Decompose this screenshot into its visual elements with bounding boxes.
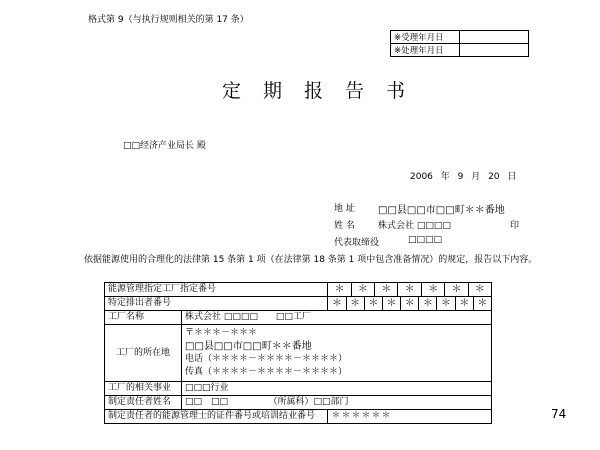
designation-digit: ＊	[351, 283, 374, 296]
emitter-digit: ＊	[437, 297, 455, 310]
designation-digit: ＊	[468, 283, 491, 296]
certificate-number-label: 制定责任者的能源管理士的证件番号或培训结业番号	[105, 410, 328, 424]
location-phone: 电话（＊＊＊＊－＊＊＊＊－＊＊＊＊）	[185, 354, 348, 364]
document-date: 2006 年 9 月 20 日	[410, 172, 517, 182]
processed-date-row	[391, 44, 529, 57]
representative-label: 代表取缔役	[334, 238, 380, 248]
designation-number-cells	[328, 283, 492, 297]
designation-digit: ＊	[375, 283, 398, 296]
designation-number-grid	[328, 283, 491, 296]
emitter-number-row	[105, 297, 492, 311]
factory-location-value	[182, 325, 492, 382]
emitter-digit: ＊	[473, 297, 491, 310]
factory-business-label: 工厂的相关事业	[105, 382, 182, 396]
responsible-person-label: 制定责任者姓名	[105, 396, 182, 410]
emitter-digit: ＊	[328, 297, 346, 310]
emitter-number-label: 特定排出者番号	[105, 297, 328, 311]
factory-location-row	[105, 325, 492, 382]
signer-name-label: 姓 名	[334, 221, 355, 231]
emitter-number-cells	[328, 297, 492, 311]
designation-digit: ＊	[445, 283, 468, 296]
emitter-digit: ＊	[419, 297, 437, 310]
certificate-number-row	[105, 410, 492, 424]
accepted-date-value	[460, 31, 529, 44]
certificate-number-value: ＊＊＊＊＊＊	[328, 410, 492, 424]
factory-name-label: 工厂名称	[105, 311, 182, 325]
addressee: □□经济产业局长 殿	[123, 141, 206, 151]
representative-value: □□□□	[408, 235, 443, 245]
signer-address-value: □□县□□市□□町＊＊番地	[378, 205, 505, 216]
location-fax: 传真（＊＊＊＊－＊＊＊＊－＊＊＊＊）	[185, 367, 348, 377]
report-statement: 依据能源使用的合理化的法律第 15 条第 1 项（在法律第 18 条第 1 项中包含准备情况）的规定，报告以下内容。	[84, 255, 538, 265]
location-address: □□县□□市□□町＊＊番地	[185, 341, 312, 352]
designation-digit: ＊	[421, 283, 444, 296]
designation-number-row	[105, 283, 492, 297]
page-number: 74	[551, 407, 567, 421]
emitter-digit: ＊	[364, 297, 382, 310]
designation-number-grid-row	[328, 283, 491, 296]
processed-date-label: ※处理年月日	[391, 44, 460, 57]
document-title: 定期报告书	[222, 80, 428, 102]
report-form-table	[104, 282, 492, 424]
responsible-person-value: □□ □□ （所属科）□□部门	[182, 396, 492, 410]
responsible-person-row	[105, 396, 492, 410]
emitter-digit: ＊	[346, 297, 364, 310]
emitter-number-grid	[328, 297, 491, 310]
emitter-number-grid-row	[328, 297, 491, 310]
factory-business-row	[105, 382, 492, 396]
emitter-digit: ＊	[382, 297, 400, 310]
form-format-note: 格式第 9（与执行规则相关的第 17 条）	[88, 15, 249, 25]
factory-business-value: □□□行业	[182, 382, 492, 396]
accepted-date-row	[391, 31, 529, 44]
receipt-date-table	[390, 30, 529, 57]
signer-address-label: 地 址	[334, 204, 355, 214]
designation-digit: ＊	[328, 283, 351, 296]
emitter-digit: ＊	[401, 297, 419, 310]
factory-name-row	[105, 311, 492, 325]
location-postcode: 〒＊＊＊－＊＊＊	[185, 328, 258, 338]
signer-name-value: 株式会社 □□□□	[378, 221, 451, 231]
seal-mark: 印	[510, 221, 520, 231]
designation-number-label: 能源管理指定工厂指定番号	[105, 283, 328, 297]
processed-date-value	[460, 44, 529, 57]
designation-digit: ＊	[398, 283, 421, 296]
factory-name-value: 株式会社 □□□□ □□工厂	[182, 311, 492, 325]
accepted-date-label: ※受理年月日	[391, 31, 460, 44]
factory-location-label: 工厂的所在地	[105, 325, 182, 382]
emitter-digit: ＊	[455, 297, 473, 310]
